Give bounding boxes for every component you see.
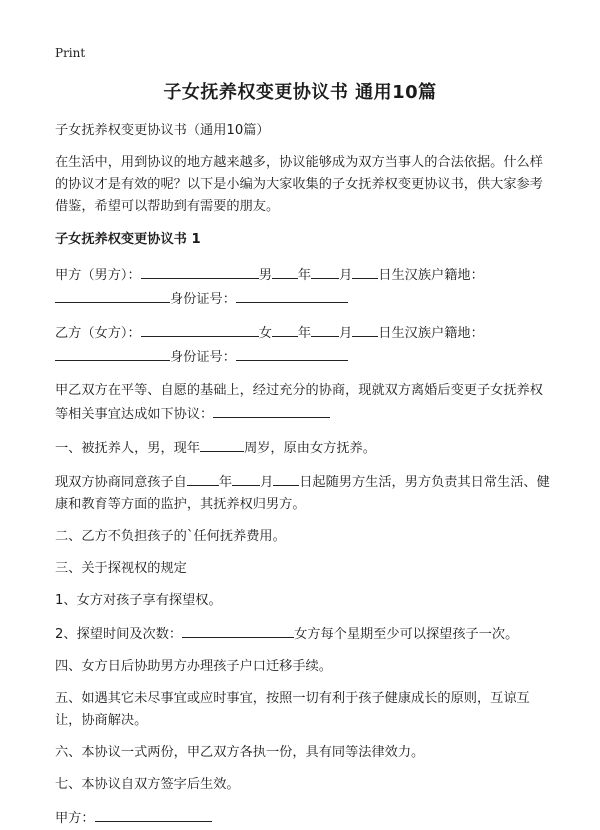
intro-paragraph: 在生活中，用到协议的地方越来越多，协议能够成为双方当事人的合法依据。什么样的协议才是有效的呢？以下是小编为大家收集的子女抚养权变更协议书，供大家参考借鉴，希望可以帮助到有需要的朋友。 [55, 155, 543, 214]
gender-text: 女 [258, 326, 272, 341]
birth-month-blank [311, 263, 339, 279]
signature-a-blank [95, 806, 212, 822]
birth-day-blank [352, 263, 378, 279]
birth-year-blank [272, 263, 298, 279]
item-3-2-prefix: 2、探望时间及次数： [55, 627, 183, 642]
birth-suffix-text: 日生汉族户籍地： [378, 268, 484, 283]
party-a-line [55, 263, 555, 311]
id-label: 身份证号： [170, 292, 236, 307]
birth-year-blank [272, 321, 298, 337]
item-3-1: 1、女方对孩子享有探望权。 [55, 593, 222, 608]
start-day-blank [273, 470, 299, 486]
item-5: 五、如遇其它未尽事宜或应时事宜，按照一切有利于孩子健康成长的原则，互谅互让，协商解决。 [55, 691, 530, 728]
id-number-blank [236, 345, 348, 361]
section-title: 子女抚养权变更协议书 1 [55, 232, 201, 247]
month-text: 月 [260, 475, 274, 490]
print-link[interactable]: Print [55, 46, 86, 60]
age-blank [200, 436, 244, 452]
start-year-blank [187, 470, 219, 486]
item-4: 四、女方日后协助男方办理孩子户口迁移手续。 [55, 659, 332, 674]
year-text: 年 [297, 326, 312, 341]
birth-month-blank [311, 321, 339, 337]
agreement-intro [55, 380, 555, 426]
item-1-suffix: 周岁，原由女方抚养。 [244, 441, 376, 456]
party-a-label: 甲方（男方）： [55, 268, 141, 283]
month-text: 月 [339, 268, 353, 283]
signature-a-label: 甲方： [55, 811, 95, 826]
start-month-blank [232, 470, 260, 486]
item-1b-suffix: 日起随男方生活，男方负责其日常生活、健康和教育等方面的监护，其抚养权归男方。 [55, 475, 550, 512]
signature-a [55, 806, 555, 830]
address-blank [55, 345, 170, 361]
year-text: 年 [218, 475, 233, 490]
year-text: 年 [297, 268, 312, 283]
item-7: 七、本协议自双方签字后生效。 [55, 777, 240, 792]
item-1-prefix: 一、被抚养人，男，现年 [55, 441, 201, 456]
item-1 [55, 436, 555, 460]
party-b-label: 乙方（女方）： [55, 326, 141, 341]
item-3-2-suffix: 女方每个星期至少可以探望孩子一次。 [294, 627, 519, 642]
name-blank [141, 263, 259, 279]
item-3: 三、关于探视权的规定 [55, 561, 187, 576]
agreement-intro-text: 甲乙双方在平等、自愿的基础上，经过充分的协商，现就双方离婚后变更子女抚养权等相关事宜达成如下协议： [55, 383, 543, 422]
month-text: 月 [339, 326, 353, 341]
page-title: 子女抚养权变更协议书 通用10篇 [163, 82, 437, 103]
party-b-line [55, 321, 555, 369]
id-label: 身份证号： [170, 350, 236, 365]
birth-suffix-text: 日生汉族户籍地： [378, 326, 484, 341]
gender-text: 男 [258, 268, 272, 283]
visit-time-blank [182, 622, 294, 638]
name-blank [141, 321, 259, 337]
item-2: 二、乙方不负担孩子的`任何抚养费用。 [55, 529, 286, 544]
item-1b [55, 470, 555, 516]
document-body [55, 120, 555, 830]
doc-subtitle: 子女抚养权变更协议书（通用10篇） [55, 123, 270, 138]
item-6: 六、本协议一式两份，甲乙双方各执一份，具有同等法律效力。 [55, 745, 425, 760]
agreement-blank [213, 402, 330, 418]
item-1b-prefix: 现双方协商同意孩子自 [55, 475, 187, 490]
id-number-blank [236, 287, 348, 303]
item-3-2 [55, 622, 555, 646]
address-blank [55, 287, 170, 303]
birth-day-blank [352, 321, 378, 337]
